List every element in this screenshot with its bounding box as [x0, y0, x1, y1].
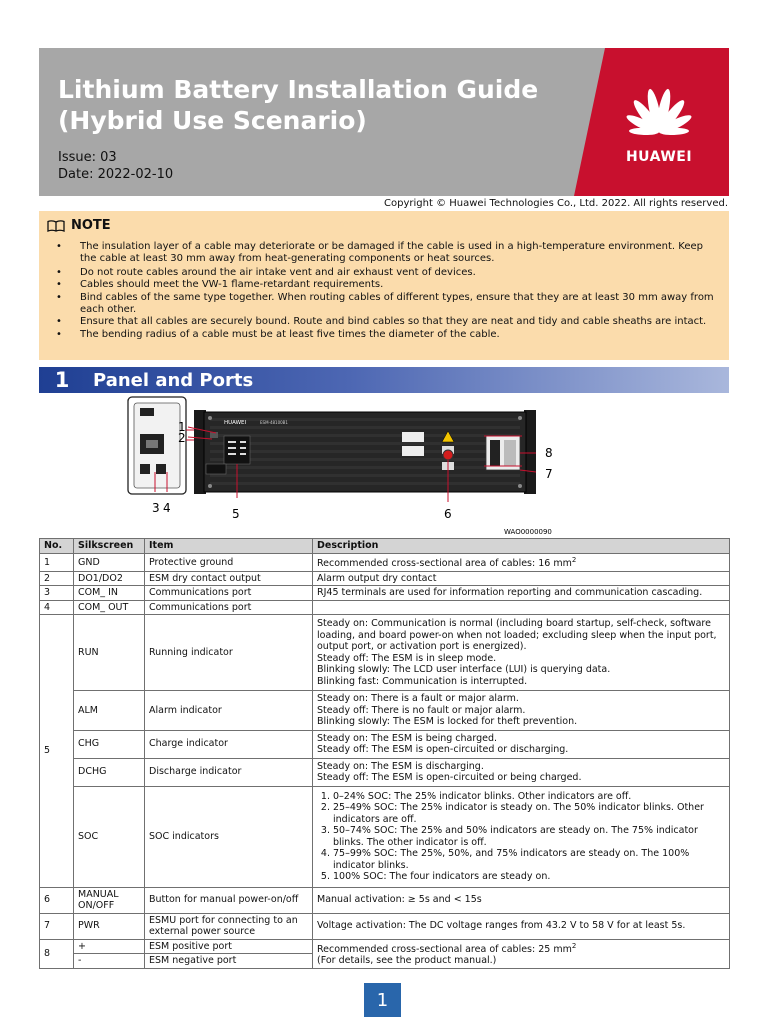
note-item: • The bending radius of a cable must be at least five times the diameter of the cable.	[56, 329, 716, 341]
header-silkscreen: Silkscreen	[74, 539, 145, 554]
indicator-panel	[224, 436, 250, 464]
book-icon	[47, 220, 65, 232]
cell-no: 4	[40, 600, 74, 615]
cell-description: Voltage activation: The DC voltage ranges from 43.2 V to 58 V for at least 5s.	[313, 913, 730, 939]
table-header-row	[40, 539, 730, 554]
document-header	[39, 48, 729, 196]
note-label: NOTE	[71, 218, 111, 233]
cell-silkscreen: -	[74, 954, 145, 969]
note-item: • Cables should meet the VW-1 flame-retardant requirements.	[56, 279, 716, 291]
desc-line: Steady off: The ESM is in sleep mode.	[317, 652, 497, 664]
cell-silkscreen: +	[74, 939, 145, 954]
label-sticker-1	[402, 432, 424, 442]
cell-description: Manual activation: ≥ 5s and < 15s	[313, 887, 730, 913]
desc-line	[317, 941, 725, 956]
cell-no: 7	[40, 913, 74, 939]
device-brand-label: HUAWEI	[224, 420, 247, 426]
desc-text: Recommended cross-sectional area of cables: 16 mm	[317, 558, 572, 570]
cell-silkscreen: GND	[74, 554, 145, 572]
cell-silkscreen: RUN	[74, 615, 145, 691]
callout-5: 5	[232, 507, 240, 521]
header-no: No.	[40, 539, 74, 554]
title-line-1: Lithium Battery Installation Guide	[58, 75, 539, 104]
cell-item: Alarm indicator	[145, 691, 313, 731]
table-row	[40, 615, 730, 691]
note-heading	[47, 218, 111, 233]
desc-line: Steady off: The ESM is open-circuited or discharging.	[317, 744, 569, 756]
document-title	[58, 74, 538, 136]
cell-description	[313, 691, 730, 731]
table-row	[40, 554, 730, 572]
cell-item: Protective ground	[145, 554, 313, 572]
cell-item: Charge indicator	[145, 730, 313, 758]
cell-description: Alarm output dry contact	[313, 571, 730, 586]
cell-no: 8	[40, 939, 74, 968]
issue-info	[58, 149, 173, 183]
figure-code: WAQ0000090	[504, 528, 552, 534]
note-list	[56, 241, 716, 341]
note-box	[39, 211, 729, 360]
callout-6: 6	[444, 507, 452, 521]
header-item: Item	[145, 539, 313, 554]
table-row	[40, 600, 730, 615]
desc-line: Steady on: Communication is normal (including board startup, self-check, software loading, and board power-on when not loaded; excluding sleep when the input port, output port, or activation port is energized).	[317, 618, 717, 653]
issue-date: Date: 2022-02-10	[58, 167, 174, 182]
desc-superscript: 2	[571, 556, 577, 564]
title-line-2: (Hybrid Use Scenario)	[58, 106, 367, 135]
section-header	[39, 367, 729, 393]
callout-1: 1	[178, 420, 186, 434]
desc-line: Steady on: The ESM is being charged.	[317, 732, 498, 744]
cell-item: Discharge indicator	[145, 758, 313, 786]
copyright-notice: Copyright © Huawei Technologies Co., Ltd. 2022. All rights reserved.	[384, 198, 728, 209]
soc-list	[317, 791, 725, 883]
cell-silkscreen: CHG	[74, 730, 145, 758]
ports-table	[39, 538, 730, 969]
note-item: • Do not route cables around the air intake vent and air exhaust vent of devices.	[56, 267, 716, 279]
callout-8: 8	[545, 446, 553, 460]
com-ports	[206, 464, 226, 474]
soc-item: 4. 75–99% SOC: The 25%, 50%, and 75% indicators are steady on. The 100% indicator blinks.	[333, 848, 725, 871]
table-row	[40, 571, 730, 586]
desc-line: Steady off: There is no fault or major alarm.	[317, 704, 526, 716]
brand-wordmark: HUAWEI	[625, 149, 693, 165]
table-row	[40, 586, 730, 601]
cell-silkscreen: DO1/DO2	[74, 571, 145, 586]
desc-superscript: 2	[571, 941, 577, 950]
desc-line: Blinking fast: Communication is interrupted.	[317, 675, 528, 687]
desc-line: Steady on: The ESM is discharging.	[317, 760, 484, 772]
cell-item: SOC indicators	[145, 786, 313, 887]
table-row	[40, 913, 730, 939]
cell-no: 2	[40, 571, 74, 586]
cell-silkscreen: ALM	[74, 691, 145, 731]
soc-item: 3. 50–74% SOC: The 25% and 50% indicators are steady on. The 75% indicator blinks. The other indicator is off.	[333, 825, 725, 848]
table-row	[40, 939, 730, 954]
cell-item: Communications port	[145, 600, 313, 615]
table-row	[40, 786, 730, 887]
label-sticker-2	[402, 446, 424, 456]
cell-description: RJ45 terminals are used for information reporting and communication cascading.	[313, 586, 730, 601]
note-item: • Ensure that all cables are securely bound. Route and bind cables so that they are neat and tidy and cable sheaths are intact.	[56, 316, 716, 328]
cell-item: ESM negative port	[145, 954, 313, 969]
cell-silkscreen: COM_ IN	[74, 586, 145, 601]
cell-description	[313, 554, 730, 572]
desc-line: Steady off: The ESM is open-circuited or being charged.	[317, 772, 582, 784]
cell-item: Communications port	[145, 586, 313, 601]
desc-line: Blinking slowly: The LCD user interface (LUI) is querying data.	[317, 664, 611, 676]
page-number: 1	[364, 983, 401, 1017]
cell-no: 5	[40, 615, 74, 888]
callout-7: 7	[545, 467, 553, 481]
desc-text: Recommended cross-sectional area of cables: 25 mm	[317, 943, 572, 955]
cell-item: ESMU port for connecting to an external power source	[145, 913, 313, 939]
device-model-label: ESM-48100B1	[260, 420, 288, 425]
cell-item: Running indicator	[145, 615, 313, 691]
cell-silkscreen: DCHG	[74, 758, 145, 786]
callout-4: 4	[163, 501, 171, 515]
cell-no: 6	[40, 887, 74, 913]
section-title: Panel and Ports	[93, 369, 254, 391]
cell-no: 3	[40, 586, 74, 601]
cell-description	[313, 786, 730, 887]
header-description: Description	[313, 539, 730, 554]
power-button-icon	[443, 450, 453, 460]
cell-description	[313, 615, 730, 691]
soc-item: 2. 25–49% SOC: The 25% indicator is steady on. The 50% indicator blinks. Other indicators are off.	[333, 802, 725, 825]
issue-number: Issue: 03	[58, 150, 117, 165]
cell-description	[313, 600, 730, 615]
soc-item: 5. 100% SOC: The four indicators are steady on.	[333, 871, 725, 883]
cell-silkscreen: COM_ OUT	[74, 600, 145, 615]
table-row	[40, 730, 730, 758]
cell-silkscreen: MANUAL ON/OFF	[74, 887, 145, 913]
section-number: 1	[54, 368, 70, 392]
callout-2: 2	[178, 431, 186, 445]
table-row	[40, 887, 730, 913]
cell-description	[313, 730, 730, 758]
table-row	[40, 758, 730, 786]
cell-item: Button for manual power-on/off	[145, 887, 313, 913]
desc-line: (For details, see the product manual.)	[317, 955, 497, 967]
cell-silkscreen: SOC	[74, 786, 145, 887]
table-row	[40, 691, 730, 731]
cell-description	[313, 939, 730, 968]
cell-silkscreen: PWR	[74, 913, 145, 939]
desc-line: Steady on: There is a fault or major alarm.	[317, 693, 519, 705]
cell-no: 1	[40, 554, 74, 572]
note-item: • Bind cables of the same type together. When routing cables of different types, ensure that they are at least 30 mm away from each other.	[56, 292, 716, 317]
huawei-logo-icon	[619, 84, 699, 146]
callout-3: 3	[152, 501, 160, 515]
panel-diagram	[120, 394, 570, 534]
soc-item: 1. 0–24% SOC: The 25% indicator blinks. Other indicators are off.	[333, 791, 725, 803]
desc-line: Blinking slowly: The ESM is locked for theft prevention.	[317, 716, 578, 728]
note-item: • The insulation layer of a cable may deteriorate or be damaged if the cable is used in a high-temperature environment. Keep the cable at least 30 mm away from heat-generating components or heat sources.	[56, 241, 716, 266]
cell-item: ESM dry contact output	[145, 571, 313, 586]
cell-item: ESM positive port	[145, 939, 313, 954]
cell-description	[313, 758, 730, 786]
